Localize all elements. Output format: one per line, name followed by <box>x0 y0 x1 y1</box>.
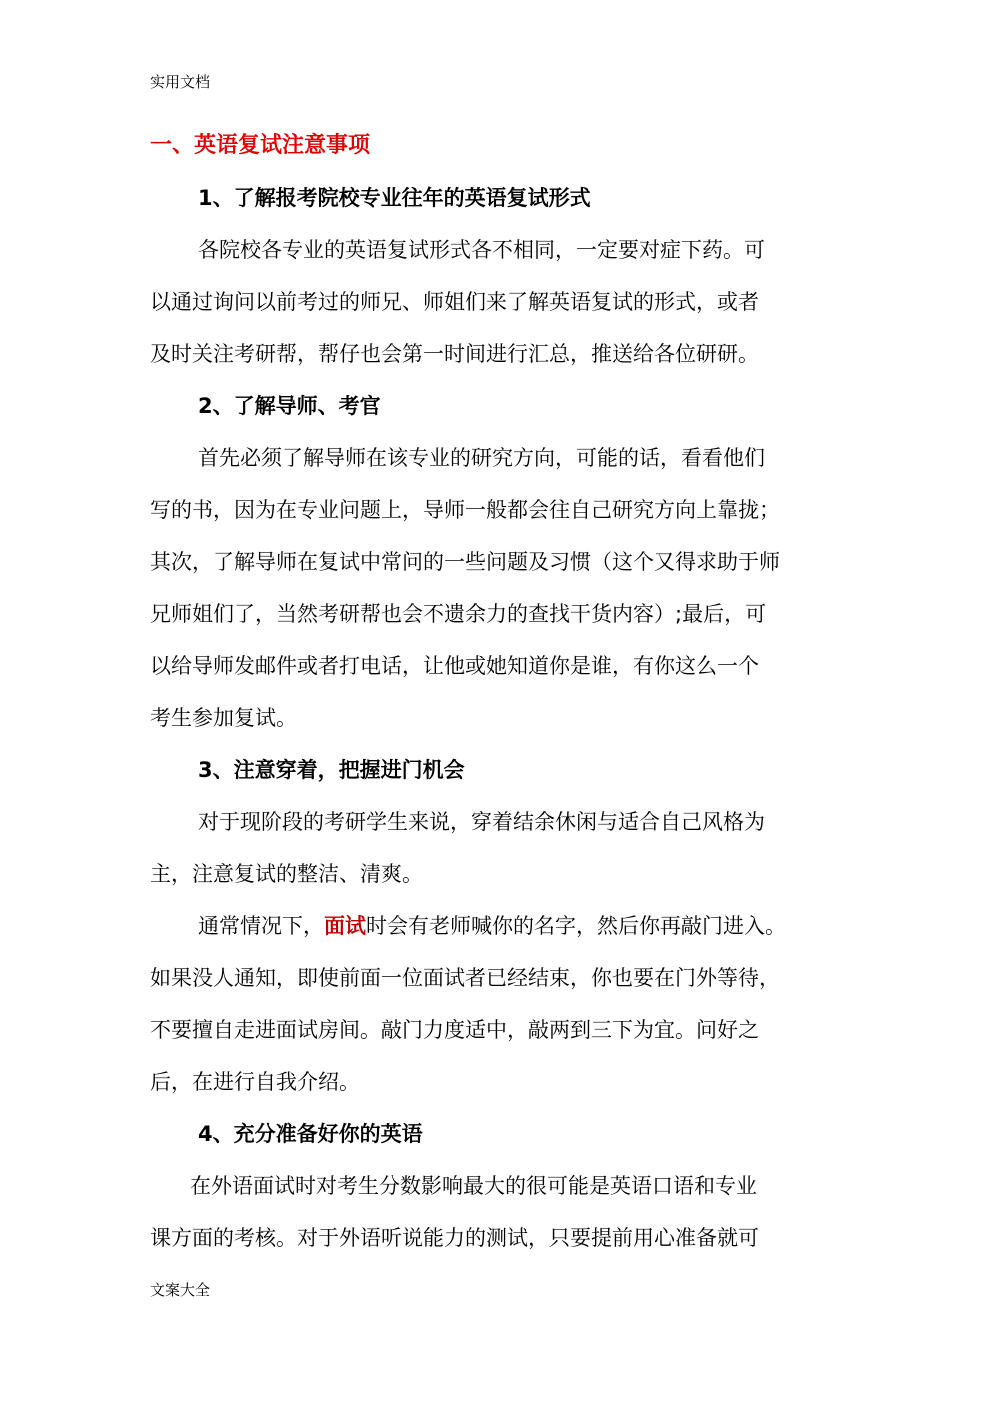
paragraph-line: 兄师姐们了，当然考研帮也会不遗余力的查找干货内容）;最后，可 <box>150 602 767 626</box>
paragraph-line: 以给导师发邮件或者打电话，让他或她知道你是谁，有你这么一个 <box>150 654 759 678</box>
paragraph-line: 以通过询问以前考过的师兄、师姐们来了解英语复试的形式，或者 <box>150 290 759 314</box>
paragraph-line: 考生参加复试。 <box>150 706 297 730</box>
heading-1: 1、了解报考院校专业往年的英语复试形式 <box>198 186 591 210</box>
paragraph-line: 后，在进行自我介绍。 <box>150 1070 360 1094</box>
text-run: 时会有老师喊你的名字，然后你再敲门进入。 <box>366 914 786 938</box>
paragraph-line: 首先必须了解导师在该专业的研究方向，可能的话，看看他们 <box>198 446 765 470</box>
paragraph-line: 如果没人通知，即使前面一位面试者已经结束，你也要在门外等待， <box>150 966 780 990</box>
paragraph-line: 其次，了解导师在复试中常问的一些问题及习惯（这个又得求助于师 <box>150 550 780 574</box>
paragraph-line: 不要擅自走进面试房间。敲门力度适中，敲两到三下为宜。问好之 <box>150 1018 759 1042</box>
heading-4: 4、充分准备好你的英语 <box>198 1122 423 1146</box>
paragraph-line: 及时关注考研帮，帮仔也会第一时间进行汇总，推送给各位研研。 <box>150 342 759 366</box>
paragraph-line: 课方面的考核。对于外语听说能力的测试，只要提前用心准备就可 <box>150 1226 759 1250</box>
page-footer: 文案大全 <box>150 1281 211 1299</box>
paragraph-line: 写的书，因为在专业问题上，导师一般都会往自己研究方向上靠拢； <box>150 498 780 522</box>
paragraph-line: 各院校各专业的英语复试形式各不相同，一定要对症下药。可 <box>198 238 765 262</box>
highlight-text: 面试 <box>324 914 366 938</box>
text-run: 通常情况下， <box>198 914 324 938</box>
paragraph-line <box>198 910 786 942</box>
page-header: 实用文档 <box>150 73 211 91</box>
paragraph-line: 对于现阶段的考研学生来说，穿着结余休闲与适合自己风格为 <box>198 810 765 834</box>
heading-3: 3、注意穿着，把握进门机会 <box>198 758 465 782</box>
heading-2: 2、了解导师、考官 <box>198 394 381 418</box>
paragraph-line: 在外语面试时对考生分数影响最大的很可能是英语口语和专业 <box>190 1174 757 1198</box>
section-title: 一、英语复试注意事项 <box>150 133 371 158</box>
paragraph-line: 主，注意复试的整洁、清爽。 <box>150 862 423 886</box>
